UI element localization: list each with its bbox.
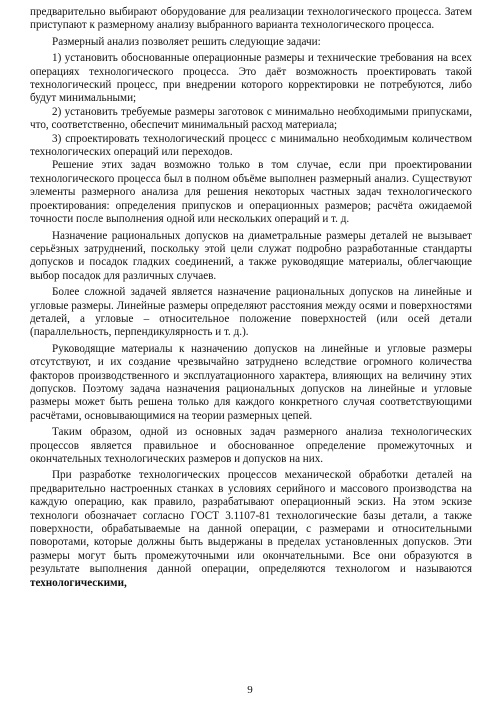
paragraph-diametral-tolerances: Назначение рациональных допусков на диаметральные размеры деталей не вызывает серьёзных затруднений, поскольку этой цели служат подробно разработанные стандарты допусков и посадок гладких соединений, а также руководящие материалы, облегчающие выбор посадок для различных случаев. — [30, 229, 472, 282]
list-item-task-2: 2) установить требуемые размеры заготовок с минимально необходимыми припусками, что, соответственно, обеспечит минимальный расход материала; — [30, 105, 472, 132]
paragraph-conclusion: Таким образом, одной из основных задач размерного анализа технологических процессов является правильное и обоснованное определение промежуточных и окончательных технологических размеров и допусков на них. — [30, 426, 472, 465]
paragraph-operation-sketch — [30, 469, 472, 590]
bold-term-technological: технологическими, — [30, 576, 127, 589]
paragraph-solution-conditions: Решение этих задач возможно только в том случае, если при проектировании технологического процесса был в полном объёме выполнен размерный анализ. Существуют элементы размерного анализа для решения некоторых частных задач технологического проектирования: определения припусков и операционных размеров; расчёта ожидаемой точности после выполнения одной или нескольких операций и т. д. — [30, 159, 472, 226]
paragraph-tasks-heading: Размерный анализ позволяет решить следующие задачи: — [52, 35, 321, 48]
paragraph-intro-continuation: предварительно выбирают оборудование для реализации технологического процесса. Затем приступают к размерному анализу выбранного варианта технологического процесса. — [30, 6, 472, 32]
list-item-task-3: 3) спроектировать технологический процесс с минимально необходимым количеством технологических операций или переходов. — [30, 132, 472, 159]
list-item-task-1: 1) установить обоснованные операционные размеры и технические требования на всех операциях технологического процесса. Это даёт возможность проектировать такой технологический процесс, при внедрении которого корректировки не потребуются, либо будут минимальными; — [30, 52, 472, 105]
paragraph-operation-sketch-text: При разработке технологических процессов механической обработки деталей на предварительно настроенных станках в условиях серийного и массового производства на каждую операцию, как правило, разрабатывают операционный эскиз. На этом эскизе технологи обозначает согласно ГОСТ 3.1107-81 технологические базы детали, а также поверхности, обрабатываемые на данной операции, с размерами и относительными поворотами, которые должны быть выдержаны в пределах установленных допусков. Эти размеры могут быть промежуточными или окончательными. Все они образуются в результате выполнения данной операции, определяются технологом и называются — [30, 469, 472, 576]
paragraph-linear-angular-dimensions: Более сложной задачей является назначение рациональных допусков на линейные и угловые размеры. Линейные размеры определяют расстояния между осями и поверхностями деталей, а угловые – относительное положение поверхностей (или осей детали (параллельность, перпендикулярность и т. д.). — [30, 286, 472, 339]
paragraph-guidance-materials: Руководящие материалы к назначению допусков на линейные и угловые размеры отсутствуют, и их создание чрезвычайно затруднено вследствие огромного количества факторов производственного и эксплуатационного характера, влияющих на величину этих допусков. Поэтому задача назначения рациональных допусков на линейные и угловые размеры может быть решена только для каждого конкретного случая соответствующими расчётами, основывающимися на теории размерных цепей. — [30, 342, 472, 422]
page-number: 9 — [247, 684, 253, 696]
